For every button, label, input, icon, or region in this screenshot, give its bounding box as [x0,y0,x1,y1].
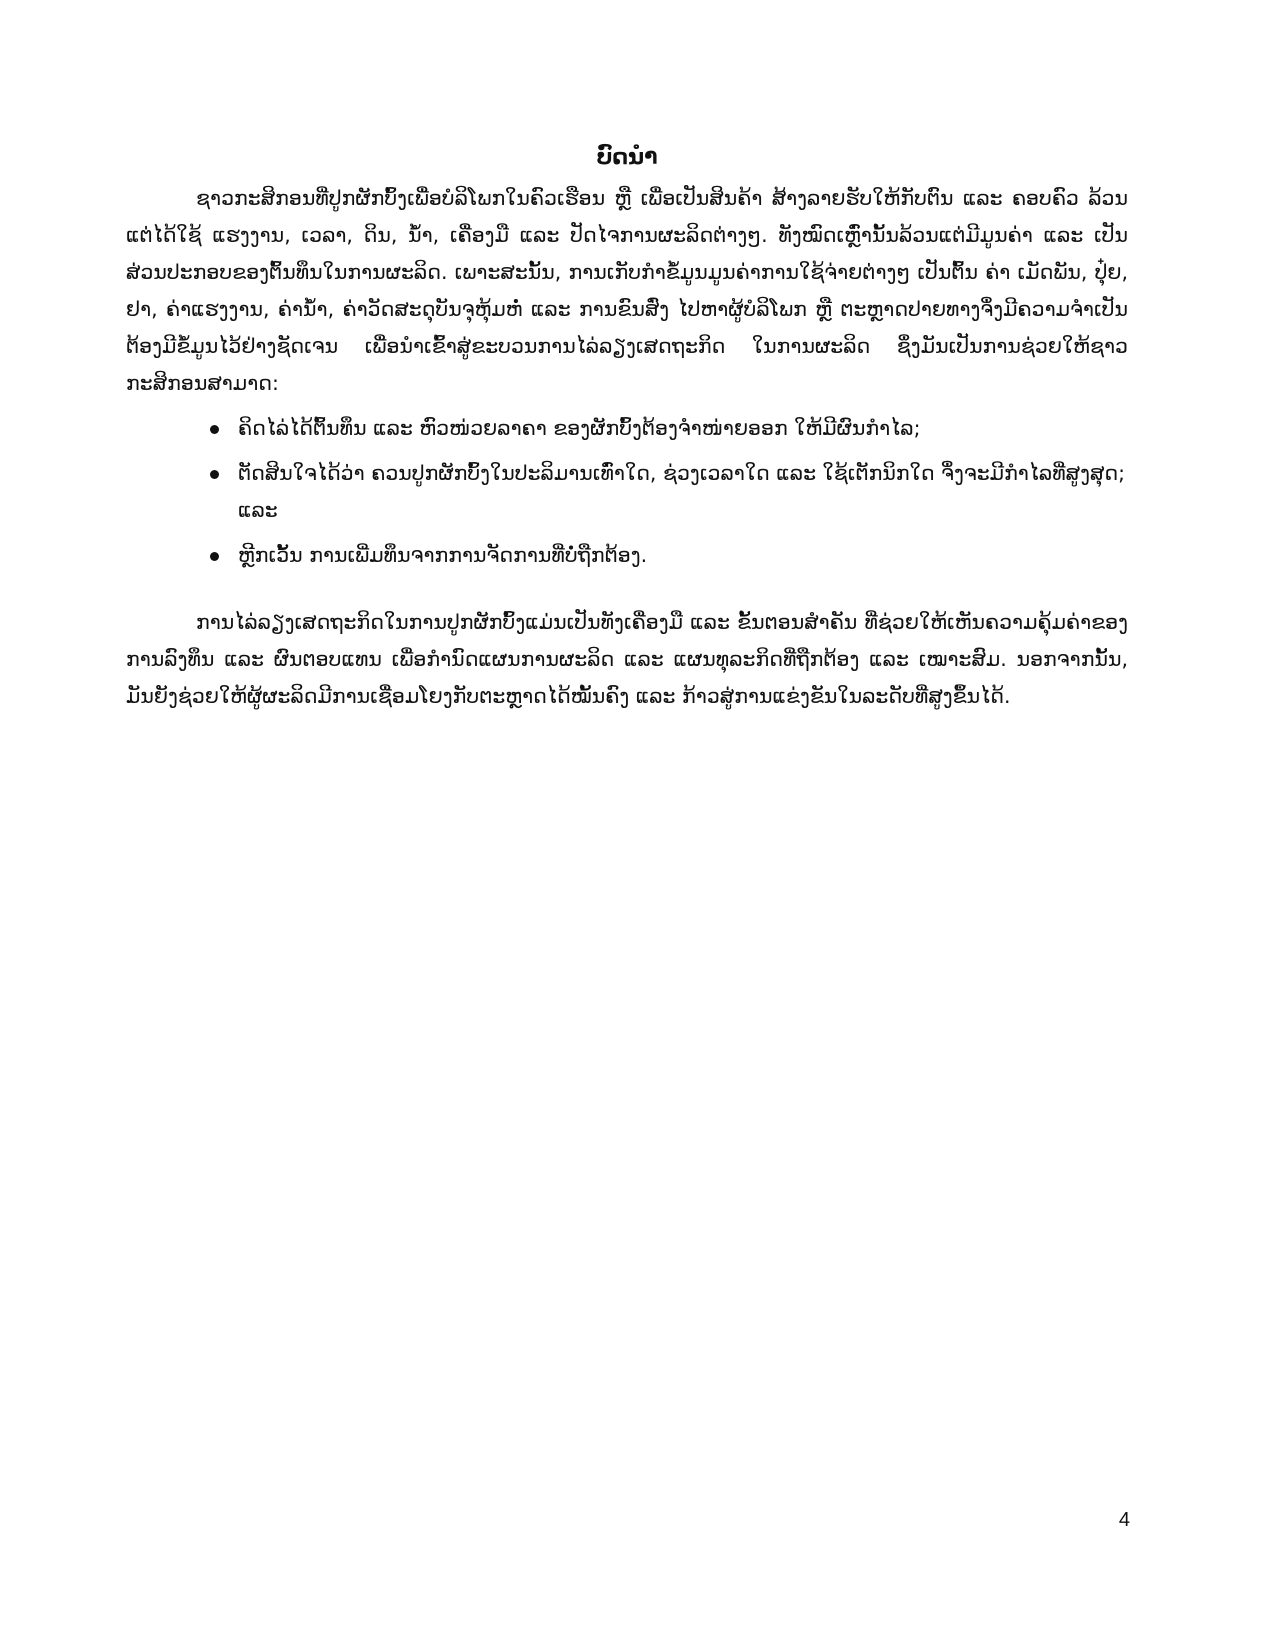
bullet-icon [210,470,219,479]
bullet-text: ຄິດໄລ່ໄດ້ຕົ້ນທຶນ ແລະ ຫົວໜ່ວຍລາຄາ ຂອງຜັກບົ້ງຕ້ອງຈຳໜ່າຍອອກ ໃຫ້ມີຜົນກຳໄລ; [238,416,921,440]
list-item [126,410,1128,447]
bullet-text: ຫຼີກເວັ້ນ ການເພີ່ມທຶນຈາກການຈັດການທີ່ບໍ່ຖືກຕ້ອງ. [238,543,648,567]
bullet-icon [210,425,219,434]
list-item [126,455,1128,529]
intro-paragraph: ຊາວກະສິກອນທີ່ປູກຜັກບົ້ງເພື່ອບໍລິໂພກໃນຄົວເຮືອນ ຫຼື ເພື່ອເປັນສິນຄ້າ ສ້າງລາຍຮັບໃຫ້ກັບຕົນ ແລະ ຄອບຄົວ ລ້ວນແຕ່ໄດ້ໃຊ້ ແຮງງານ, ເວລາ, ດິນ, ນ້ຳ, ເຄື່ອງມື ແລະ ປັດໄຈການຜະລິດຕ່າງໆ. ທັງໝົດເຫຼົ່ານັ້ນລ້ວນແຕ່ມີມູນຄ່າ ແລະ ເປັນສ່ວນປະກອບຂອງຕົ້ນທຶນໃນການຜະລິດ. ເພາະສະນັ້ນ, ການເກັບກຳຂໍ້ມູນມູນຄ່າການໃຊ້ຈ່າຍຕ່າງໆ ເປັນຕົ້ນ ຄ່າ ເມັດພັນ, ປຸ໋ຍ, ຢາ, ຄ່າແຮງງານ, ຄ່ານ້ຳ, ຄ່າວັດສະດຸບັນຈຸຫຸ້ມຫໍ່ ແລະ ການຂົນສົ່ງ ໄປຫາຜູ້ບໍລິໂພກ ຫຼື ຕະຫຼາດປາຍທາງຈຶ່ງມີຄວາມຈຳເປັນຕ້ອງມີຂໍ້ມູນໄວ້ຢ່າງຊັດເຈນ ເພື່ອນຳເຂົ້າສູ່ຂະບວນການໄລ່ລຽງເສດຖະກິດ ໃນການຜະລິດ ຊຶ່ງມັນເປັນການຊ່ວຍໃຫ້ຊາວກະສິກອນສາມາດ: [126,186,1128,395]
bullet-text: ຕັດສິນໃຈໄດ້ວ່າ ຄວນປູກຜັກບົ້ງໃນປະລິມານເທົ່າໃດ, ຊ່ວງເວລາໃດ ແລະ ໃຊ້ເຕັກນິກໃດ ຈຶ່ງຈະມີກຳໄລທີ່ສູງສຸດ; ແລະ [238,461,1126,522]
bullet-icon [210,552,219,561]
closing-paragraph: ການໄລ່ລຽງເສດຖະກິດໃນການປູກຜັກບົ້ງແມ່ນເປັນທັງເຄື່ອງມື ແລະ ຂັ້ນຕອນສຳຄັນ ທີ່ຊ່ວຍໃຫ້ເຫັນຄວາມຄຸ້ມຄ່າຂອງການລົງທຶນ ແລະ ຜົນຕອບແທນ ເພື່ອກຳນົດແຜນການຜະລິດ ແລະ ແຜນທຸລະກິດທີ່ຖືກຕ້ອງ ແລະ ເໝາະສົມ. ນອກຈາກນັ້ນ, ມັນຍັງຊ່ວຍໃຫ້ຜູ້ຜະລິດມີການເຊື່ອມໂຍງກັບຕະຫຼາດໄດ້ໝັ້ນຄົງ ແລະ ກ້າວສູ່ການແຂ່ງຂັນໃນລະດັບທີ່ສູງຂຶ້ນໄດ້. [126,610,1128,708]
page-number: 4 [1118,1509,1130,1531]
bullet-list [126,410,1128,574]
page-content [126,142,1128,715]
page-title: ບົດນຳ [596,145,658,170]
list-item [126,537,1128,574]
